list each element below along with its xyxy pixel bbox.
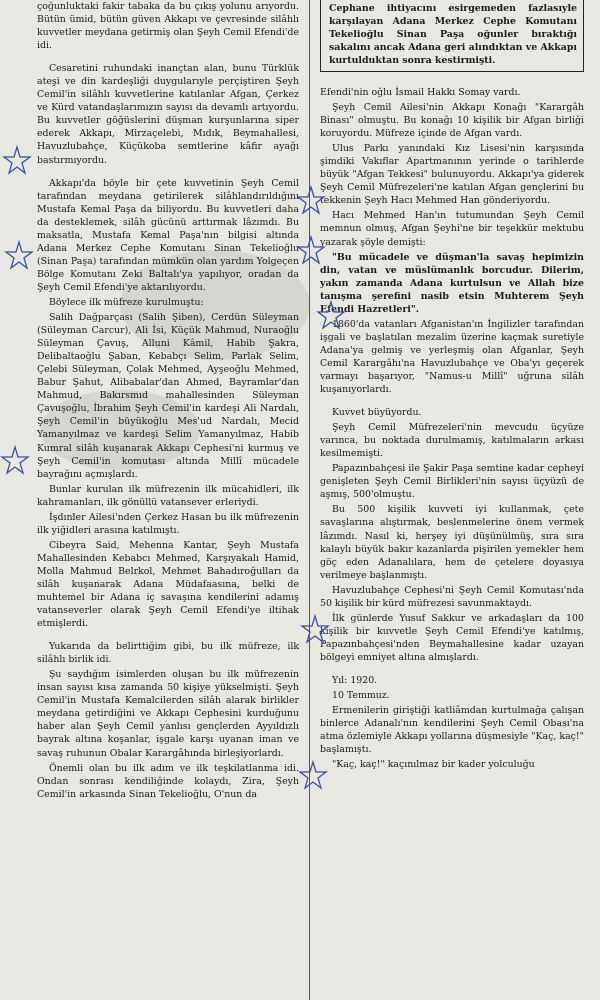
paragraph: Ermenilerin giriştiği katliâmdan kurtulmağa çalışan binlerce Adanalı'nın kendilerini Şeyh Cemil Obası'na atma özlemiyle Akkapı yollarına düşmesiyle "Kaç, kaç!" başlamıştı. [320,705,584,756]
star-mark-icon [2,145,32,175]
paragraph: Bu 500 kişilik kuvveti iyi kullanmak, çete savaşlarına alıştırmak, beslenmelerine önem vermek lâzımdı. Nasıl ki, herşey iyi düşünülmüş, sıra sıra kalaylı büyük bakır kazanlarda pişirilen yemekler hem göç eden Adanalılara, hem de çetelere doyasıya verilmeye başlanmıştı. [320,504,584,581]
paragraph: Papazınbahçesi ile Şakir Paşa semtine kadar cepheyi genişleten Şeyh Cemil Birlikleri'nin sayısı üçyüzü de aşmış, 500'olmuştu. [320,463,584,501]
paragraph: 10 Temmuz. [332,690,390,702]
star-mark-icon [296,185,326,215]
paragraph: Salih Dağparçası (Salih Şiben), Cerdün Süleyman (Süleyman Carcur), Ali İsi, Küçük Mahmud, Nuraoğlu Süleyman Çavuş, Alluni Kâmil, Habib Şakra, Delibaltaoğlu Şaban, Kebabçı Selim, Parlak Selim, Çelebi Süleyman, Çolak Mehmed, Ayşeoğlu Mehmed, Babur Şahut, Alibabalar'dan Ahmed, Bayramlar'dan Mahmud, Bakırsmıd mahallesinden Süleyman Çavuşoğlu, İbrahim Şeyh Cemil'in kardeşi Ali Nardalı, Şeyh Cemil'in büyükoğlu Mes'ud Nardalı, Mecid Yamanyılmaz ve kardeşi Selim Yamanyılmaz, Habib Kumral silâh kuşanarak Akkapı Cephesi'ni kurmuş ve Şeyh Cemil'in komutası altında Millî mücadele bayrağını açmışlardı. [37,312,299,480]
column-divider [309,0,310,1000]
paragraph: "Kaç, kaç!" kaçınılmaz bir kader yolculuğu [332,759,535,771]
paragraph: Ulus Parkı yanındaki Kız Lisesi'nin karşısında şimdiki Vakıflar Apartmanının yerinde o tarihlerde büyük "Afgan Tekkesi" bulunuyordu. Akkapı'ya giderek Şeyh Cemil Müfrezeleri'ne katılan Afgan gençlerini bu tekkenin Şeyh Hacı Mehmed Han gönderiyordu. [320,143,584,207]
star-mark-icon [316,300,346,330]
paragraph: Şu saydığım isimlerden oluşan bu ilk müfrezenin insan sayısı kısa zamanda 50 kişiye yükselmişti. Şeyh Cemil'in Mustafa Kemalcilerden silâh alarak birlikler meydana getirdiğini ve Akkapı Cephesini kurduğunu haber alan Şeyh Cemil yanlısı gençlerden Ayyıldızlı bayrak altına koşanlar, işgale karşı uyanan iman ve savaş ruhunun Obalar Karargâhında birleşiyorlardı. [37,669,299,759]
paragraph: Şeyh Cemil Müfrezeleri'nin mevcudu üçyüze varınca, bu noktada durulmamış, katılmaların arkası kesilmemişti. [320,422,584,460]
paragraph: Yukarıda da belirttiğim gibi, bu ilk müfreze, ilk silâhlı birlik idi. [37,641,299,666]
star-mark-icon [0,445,30,475]
paragraph: Cibeyra Said, Mehenna Kantar, Şeyh Mustafa Mahallesinden Kebabcı Mehmed, Karşıyakalı Hamid, Molla Mahmud Belrkol, Mehmet Bahadıroğulları da silâh kuşanarak Adana Müdafaasına, belki de muhtemel bir Adana iç savaşına kendilerini adamış vatanseverler olarak Şeyh Cemil Efendi'ye iltihak etmişlerdi. [37,539,299,630]
star-mark-icon [4,240,34,270]
star-mark-icon [296,235,326,265]
paragraph: İşdınler Ailesi'nden Çerkez Hasan bu ilk müfrezenin ilk yiğidleri arasına katılmıştı. [37,511,299,536]
paragraph: Hacı Mehmed Han'ın tutumundan Şeyh Cemil memnun olmuş, Afgan Şeyhi'ne bir teşekkür mektubu yazarak şöyle demişti: [320,210,584,248]
paragraph: Cesaretini ruhundaki inançtan alan, bunu Türklük ateşi ve din kardeşliği duygularıyle perçiştiren Şeyh Cemil'in silâhlı kuvvetlerine katılanlar Afgan, Çerkez ve Kürd vatandaşlarımızın sayısı da devamlı artıyordu. Bu kuvvetler göğüslerini düşman kurşunlarına siper ederek Akkapı, Mirzaçelebi, Mıdık, Beymahallesi, Havuzlubahçe, Küçükoba semtlerine kâfir ayağı bastırmıyordu. [37,63,299,166]
left-column [37,0,299,801]
paragraph: Böylece ilk müfreze kurulmuştu: [49,296,204,308]
right-column [320,0,584,771]
paragraph: 1860'da vatanları Afganistan'ın İngilizler tarafından işgali ve başlatılan mezalim üzerine kaçmak suretiyle Adana'ya gelmiş ve yerleşmiş olan Afganlar, Şeyh Cemil Karargâhı'na Havuzlubahçe ve Oba'yı geçerek varmayı başarıyor, "Namus-u Millî" uğruna silâh kuşanıyorlardı. [320,318,584,396]
paragraph: Havuzlubahçe Cephesi'ni Şeyh Cemil Komutası'nda 50 kişilik bir kürd müfrezesi savunmaktaydı. [320,584,584,609]
boxed-note: Cephane ihtiyacını esirgemeden fazlasıyle karşılayan Adana Merkez Cephe Komutanı Tekelioğlu Sinan Paşa oğunler bıraktığı sakalını ancak Adana geri alındıktan ve Akkapı kurtulduktan sonra kestirmişti. [320,0,584,72]
paragraph: çoğunluktaki fakir tabaka da bu çıkış yolunu arıyordu. Bütün ümid, bütün güven Akkapı ve çevresinde silâhlı kuvvetler meydana getirmiş olan Şeyh Cemil Efendi'de idi. [37,1,299,52]
paragraph: Bunlar kurulan ilk müfrezenin ilk mücahidleri, ilk kahramanları, ilk gönüllü vatansever erleriydi. [37,483,299,508]
quote-paragraph: "Bu mücadele ve düşman'la savaş hepimizin din, vatan ve müslümanlık borcudur. Dilerim, yakın zamanda Adana kurtulsun ve Allah bize tanışma şerefini nasib etsin Muhterem Şeyh Efendi Hazretleri". [320,251,584,315]
paragraph: Kuvvet büyüyordu. [332,407,422,419]
paragraph: Önemli olan bu ilk adım ve ilk teşkilatlanma idi. Ondan sonrası kendiliğinde kolaydı, Zira, Şeyh Cemil'in arkasında Sinan Tekelioğlu, O'nun da [37,762,299,800]
star-mark-icon [298,760,328,790]
paragraph: Akkapı'da böyle bir çete kuvvetinin Şeyh Cemil tarafından meydana getirilerek silâhlandırıldığını Mustafa Kemal Paşa da biliyordu. Bu kuvvetleri daha da desteklemek, silâh gücünü arttırmak lâzımdı. Bu maksatla, Mustafa Kemal Paşa'nın bilgisi altında Adana Merkez Cephe Komutanı Sinan Tekelioğlu (Sinan Paşa) tarafından mümkün olan yardım Yolgeçen Bölge Komutanı Zeki Baltalı'ya yapılıyor, oradan da Şeyh Cemil Efendi'ye aktarılıyordu. [37,177,299,293]
paragraph: Efendi'nin oğlu İsmail Hakkı Somay vardı. [320,87,521,98]
star-mark-icon [300,614,330,644]
paragraph: Yıl: 1920. [332,674,378,686]
paragraph: İlk günlerde Yusuf Sakkur ve arkadaşları da 100 kişilik bir kuvvetle Şeyh Cemil Efendi'ye katılmış, Papazınbahçesi'nden Beymahallesine kadar uzayan bölgeyi emniyet altına almışlardı. [320,612,584,663]
paragraph: Şeyh Cemil Ailesi'nin Akkapı Konağı "Karargâh Binası" olmuştu. Bu konağı 10 kişilik bir Afgan birliği koruyordu. Müfreze içinde de Afgan vardı. [320,102,584,140]
